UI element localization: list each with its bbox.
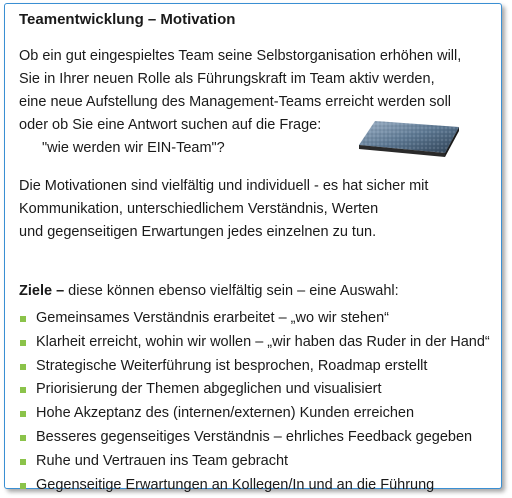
goals-intro-text: diese können ebenso vielfältig sein – eine Auswahl: xyxy=(64,283,399,299)
list-item xyxy=(19,307,490,331)
goal-text: Klarheit erreicht, wohin wir wollen – „wir haben das Ruder in der Hand“ xyxy=(36,333,490,350)
intro-line: eine neue Aufstellung des Management-Teams erreicht werden soll xyxy=(19,94,452,110)
motivation-line: Die Motivationen sind vielfältig und individuell - es hat sicher mit xyxy=(19,178,429,194)
intro-line: oder ob Sie eine Antwort suchen auf die Frage: xyxy=(19,117,322,133)
motivation-line: Kommunikation, unterschiedlichem Verständnis, Werten xyxy=(19,201,379,217)
goals-label: Ziele – xyxy=(19,283,65,299)
motivation-paragraph xyxy=(19,175,428,244)
bullet-square-icon xyxy=(20,435,26,441)
bullet-square-icon xyxy=(20,483,26,489)
bullet-square-icon xyxy=(20,316,26,322)
intro-line: Sie in Ihrer neuen Rolle als Führungskraft im Team aktiv werden, xyxy=(19,71,435,87)
list-item xyxy=(19,426,490,450)
goal-text: Gemeinsames Verständnis erarbeitet – „wo wir stehen“ xyxy=(36,310,389,326)
content-panel xyxy=(4,3,502,493)
goal-text: Priorisierung der Themen abgeglichen und visualisiert xyxy=(36,381,382,398)
goals-heading xyxy=(19,283,399,299)
bullet-square-icon xyxy=(20,459,26,465)
list-item xyxy=(19,474,490,498)
team-tile-image xyxy=(357,115,461,163)
intro-question: "wie werden wir EIN-Team"? xyxy=(42,140,225,156)
list-item xyxy=(19,378,490,402)
bullet-square-icon xyxy=(20,387,26,393)
list-item xyxy=(19,355,490,379)
goal-text: Hohe Akzeptanz des (internen/externen) Kunden erreichen xyxy=(36,405,415,422)
goals-list xyxy=(19,307,490,497)
bullet-square-icon xyxy=(20,411,26,417)
list-item xyxy=(19,331,490,355)
page-title: Teamentwicklung – Motivation xyxy=(19,11,236,28)
intro-line: Ob ein gut eingespieltes Team seine Selbstorganisation erhöhen will, xyxy=(19,48,462,64)
bullet-square-icon xyxy=(20,364,26,370)
motivation-line: und gegenseitigen Erwartungen jedes einzelnen zu tun. xyxy=(19,224,377,240)
bullet-square-icon xyxy=(20,340,26,346)
goal-text: Ruhe und Vertrauen ins Team gebracht xyxy=(36,452,289,469)
goal-text: Besseres gegenseitiges Verständnis – ehrliches Feedback gegeben xyxy=(36,428,473,445)
goal-text: Strategische Weiterführung ist besprochen, Roadmap erstellt xyxy=(36,357,428,374)
list-item xyxy=(19,402,490,426)
goal-text: Gegenseitige Erwartungen an Kollegen/In und an die Führung xyxy=(36,476,435,493)
list-item xyxy=(19,450,490,474)
